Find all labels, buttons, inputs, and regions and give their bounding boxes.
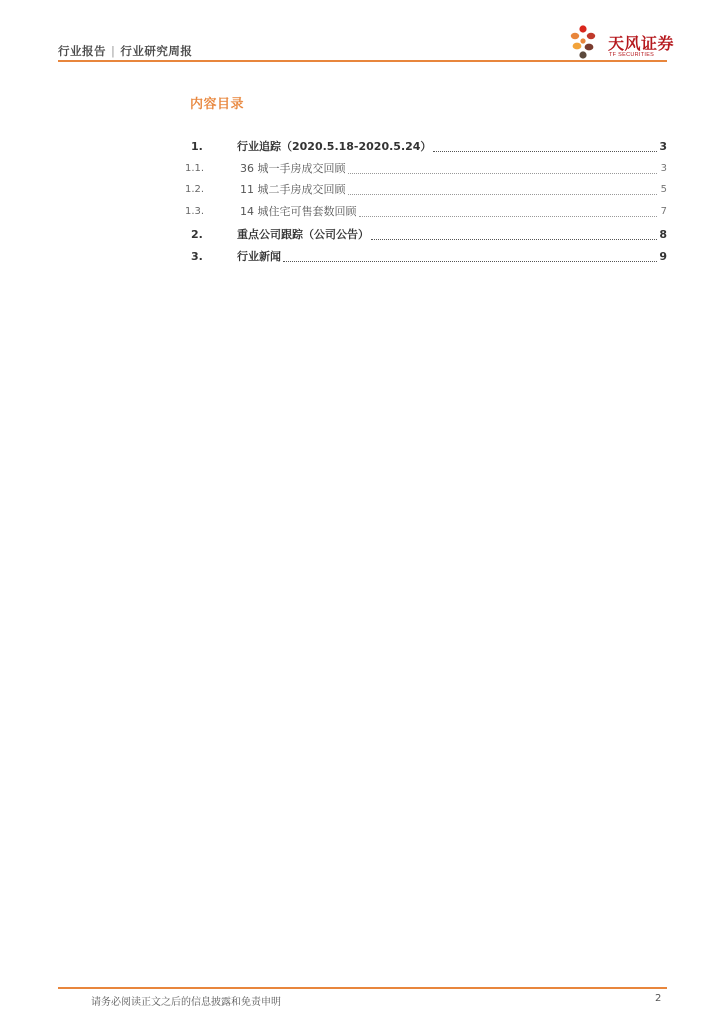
toc-page-number: 7 [660,206,667,217]
toc-page-number: 8 [659,228,667,241]
company-logo-subtitle: TF SECURITIES [609,52,655,58]
toc-item-1[interactable] [185,139,667,155]
report-category [58,43,192,59]
footer-page-number: 2 [655,993,662,1004]
company-logo-text: 天风证券 [608,34,675,53]
toc-number: 1.3. [185,206,205,217]
toc-number: 1.2. [185,184,205,195]
toc-title: 内容目录 [190,97,245,112]
toc-item-3[interactable] [185,249,667,265]
toc-page-number: 9 [659,250,667,263]
toc-leader-dots [283,260,657,262]
toc-item-1-3[interactable] [185,204,667,220]
toc-number: 3. [191,250,203,263]
footer-disclaimer: 请务必阅读正文之后的信息披露和免责申明 [91,997,281,1008]
header-separator: | [111,44,116,58]
toc-number: 2. [191,228,203,241]
toc-label: 14 城住宅可售套数回顾 [240,205,357,218]
toc-label: 重点公司跟踪（公司公告） [237,228,369,241]
footer-divider [58,987,667,989]
toc-label: 行业追踪（2020.5.18-2020.5.24） [237,140,432,153]
toc-item-1-2[interactable] [185,182,667,198]
toc-label: 11 城二手房成交回顾 [240,183,346,196]
toc-page-number: 3 [660,163,667,174]
toc-number: 1.1. [185,163,205,174]
toc-label: 36 城一手房成交回顾 [240,162,346,175]
toc-item-2[interactable] [185,227,667,243]
toc-item-1-1[interactable] [185,161,667,177]
toc-number: 1. [191,140,203,153]
toc-page-number: 3 [659,140,667,153]
toc-leader-dots [433,150,657,152]
toc-label: 行业新闻 [237,250,281,263]
report-type: 行业报告 [58,44,106,58]
toc-leader-dots [359,215,658,217]
toc-leader-dots [348,193,658,195]
report-subtype: 行业研究周报 [120,44,193,58]
header-divider [58,60,667,62]
toc-leader-dots [348,172,658,174]
toc-leader-dots [371,238,657,240]
toc-page-number: 5 [660,184,667,195]
